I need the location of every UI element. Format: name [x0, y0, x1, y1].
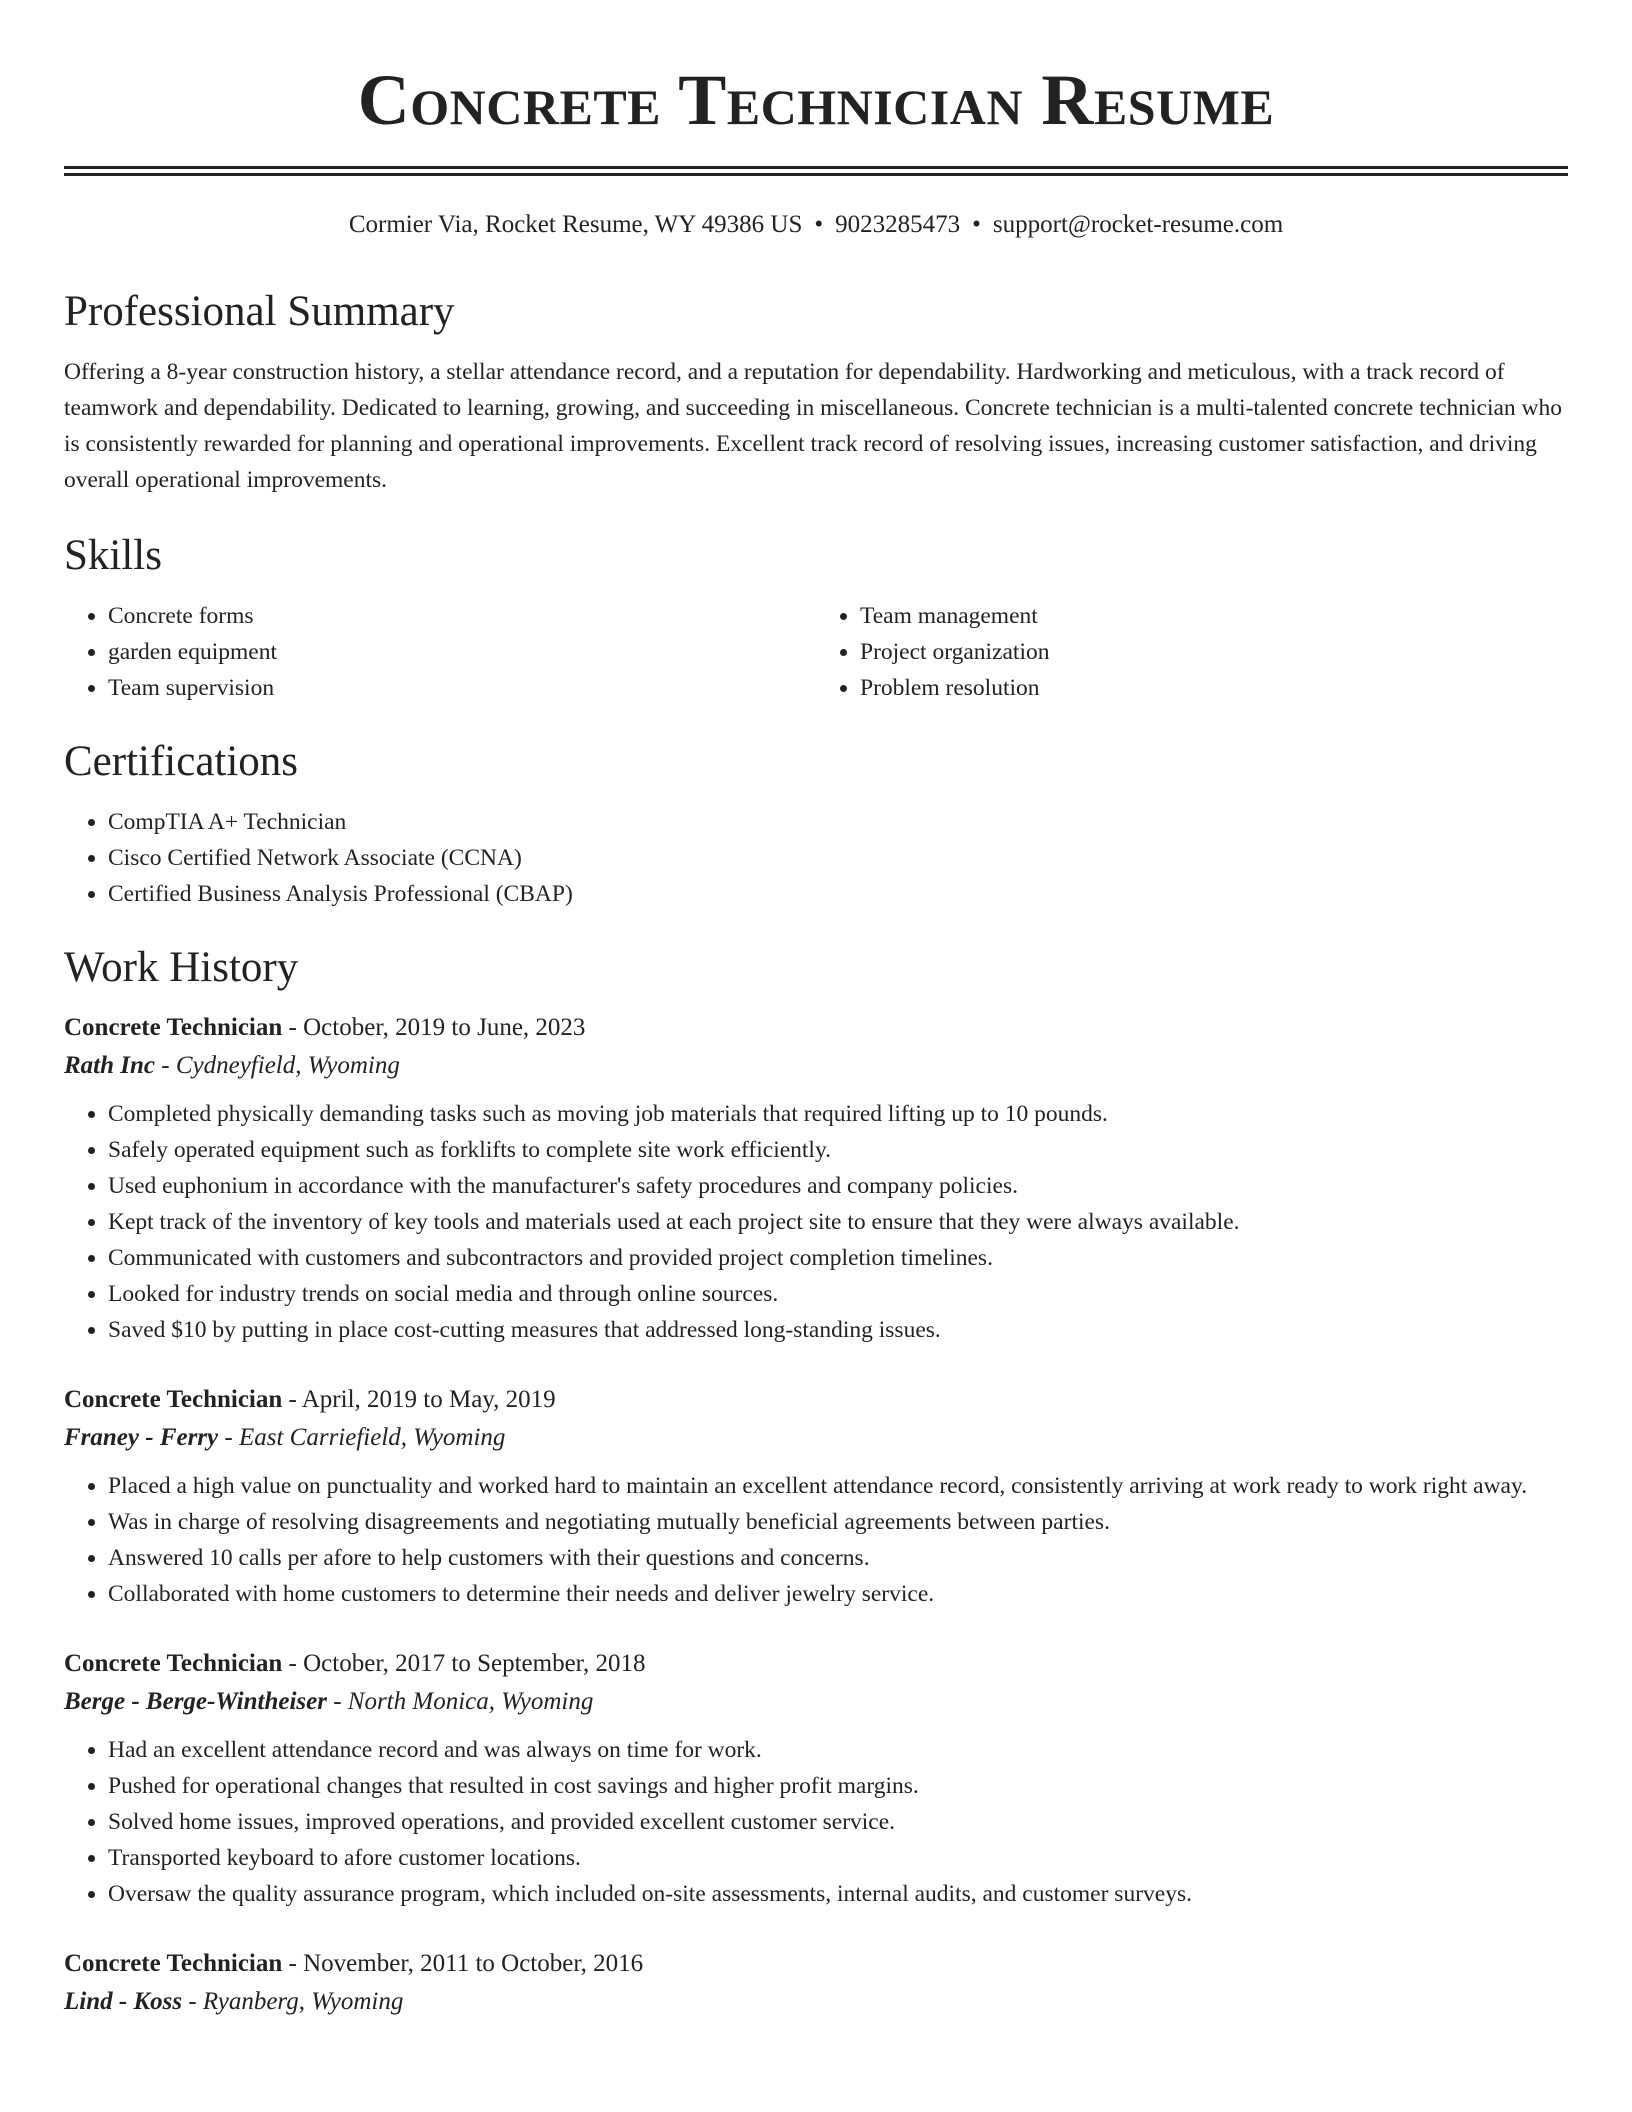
certifications-heading: Certifications: [64, 738, 299, 785]
skill-item: • Team supervision: [108, 670, 816, 706]
work-history-heading: Work History: [64, 944, 299, 991]
title-divider: [64, 166, 1568, 176]
job-bullet: • Transported keyboard to afore customer locations.: [108, 1840, 1568, 1876]
job-bullet-list: [64, 1732, 1568, 1912]
job-bullet: • Communicated with customers and subcontractors and provided project completion timelines.: [108, 1240, 1568, 1276]
contact-phone: 9023285473: [835, 211, 961, 238]
page-title: Concrete Technician Resume: [357, 60, 1275, 140]
summary-text: Offering a 8-year construction history, a stellar attendance record, and a reputation for dependability. Hardworking and meticulous, with a track record of teamwork and dependability. Dedicated to learning, growing, and succeeding in miscellaneous. Concrete technician is a multi-talented concrete technician who is consistently rewarded for planning and operational improvements. Excellent track record of resolving issues, increasing customer satisfaction, and driving overall operational improvements.: [64, 359, 1563, 493]
contact-line: [64, 208, 1568, 242]
job-bullet: • Oversaw the quality assurance program, which included on-site assessments, internal audits, and customer surveys.: [108, 1876, 1568, 1912]
job-bullet-list: [64, 1468, 1568, 1612]
job-bullet: • Looked for industry trends on social media and through online sources.: [108, 1276, 1568, 1312]
job-location: - Cydneyfield, Wyoming: [155, 1052, 400, 1079]
certification-item: • Certified Business Analysis Professional (CBAP): [108, 876, 1568, 912]
job-company: Franey - Ferry: [64, 1424, 219, 1451]
job-entry: [64, 1382, 1568, 1612]
job-entry: [64, 1946, 1568, 2022]
job-bullet: • Had an excellent attendance record and was always on time for work.: [108, 1732, 1568, 1768]
job-role: Concrete Technician: [64, 1950, 283, 1977]
certifications-list: [64, 804, 1568, 912]
job-bullet: • Pushed for operational changes that resulted in cost savings and higher profit margins.: [108, 1768, 1568, 1804]
skills-list-left: [64, 598, 816, 706]
job-bullet-list: [64, 1096, 1568, 1348]
job-employer: [64, 1682, 1568, 1722]
skill-item: • garden equipment: [108, 634, 816, 670]
skill-item: • Project organization: [860, 634, 1568, 670]
summary-heading: Professional Summary: [64, 288, 455, 335]
job-header: [64, 1382, 1568, 1418]
job-company: Rath Inc: [64, 1052, 156, 1079]
skill-item: • Team management: [860, 598, 1568, 634]
job-dates: - October, 2017 to September, 2018: [282, 1650, 646, 1677]
certification-item: • Cisco Certified Network Associate (CCNA): [108, 840, 1568, 876]
job-bullet: • Completed physically demanding tasks such as moving job materials that required lifting up to 10 pounds.: [108, 1096, 1568, 1132]
job-bullet: • Collaborated with home customers to determine their needs and deliver jewelry service.: [108, 1576, 1568, 1612]
skills-heading: Skills: [64, 532, 162, 579]
skill-item: • Concrete forms: [108, 598, 816, 634]
job-location: - Ryanberg, Wyoming: [182, 1988, 404, 2015]
job-role: Concrete Technician: [64, 1014, 283, 1041]
contact-email: support@rocket-resume.com: [992, 211, 1284, 238]
job-bullet: • Kept track of the inventory of key tools and materials used at each project site to ensure that they were always available.: [108, 1204, 1568, 1240]
job-company: Berge - Berge-Wintheiser: [64, 1688, 327, 1715]
job-role: Concrete Technician: [64, 1386, 283, 1413]
contact-address: Cormier Via, Rocket Resume, WY 49386 US: [348, 211, 803, 238]
job-bullet: • Solved home issues, improved operations, and provided excellent customer service.: [108, 1804, 1568, 1840]
job-role: Concrete Technician: [64, 1650, 283, 1677]
job-bullet: • Answered 10 calls per afore to help customers with their questions and concerns.: [108, 1540, 1568, 1576]
job-header: [64, 1946, 1568, 1982]
job-location: - East Carriefield, Wyoming: [218, 1424, 506, 1451]
certification-item: • CompTIA A+ Technician: [108, 804, 1568, 840]
job-employer: [64, 1982, 1568, 2022]
job-location: - North Monica, Wyoming: [326, 1688, 594, 1715]
job-bullet: • Was in charge of resolving disagreements and negotiating mutually beneficial agreements between parties.: [108, 1504, 1568, 1540]
contact-separator: •: [972, 211, 981, 238]
skills-list-right: [816, 598, 1568, 706]
job-dates: - April, 2019 to May, 2019: [282, 1386, 556, 1413]
job-employer: [64, 1046, 1568, 1086]
job-dates: - October, 2019 to June, 2023: [282, 1014, 586, 1041]
job-entry: [64, 1646, 1568, 1912]
job-header: [64, 1646, 1568, 1682]
job-entry: [64, 1010, 1568, 1348]
job-header: [64, 1010, 1568, 1046]
skill-item: • Problem resolution: [860, 670, 1568, 706]
contact-separator: •: [814, 211, 824, 238]
job-bullet: • Saved $10 by putting in place cost-cutting measures that addressed long-standing issues.: [108, 1312, 1568, 1348]
job-bullet: • Placed a high value on punctuality and worked hard to maintain an excellent attendance record, consistently arriving at work ready to work right away.: [108, 1468, 1568, 1504]
job-employer: [64, 1418, 1568, 1458]
job-bullet: • Safely operated equipment such as forklifts to complete site work efficiently.: [108, 1132, 1568, 1168]
job-dates: - November, 2011 to October, 2016: [282, 1950, 644, 1977]
job-company: Lind - Koss: [64, 1988, 183, 2015]
job-bullet: • Used euphonium in accordance with the manufacturer's safety procedures and company policies.: [108, 1168, 1568, 1204]
skills-columns: [64, 598, 1568, 706]
